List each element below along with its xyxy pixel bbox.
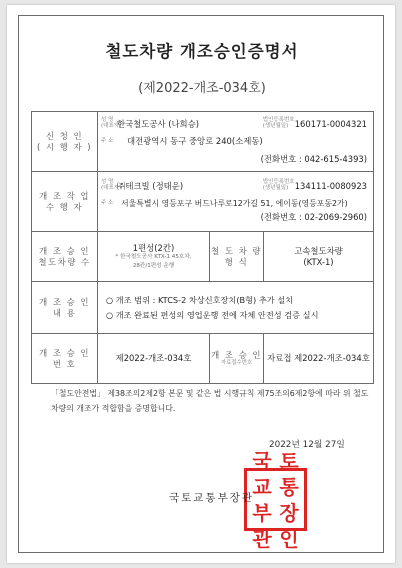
seal-glyph: 관 (252, 526, 272, 551)
content-row (32, 282, 374, 334)
contractor-info-cell (98, 172, 374, 232)
approval-ref-value: 자료접 제2022-개조-034호 (264, 334, 374, 384)
applicant-address-key: 주 소 (101, 137, 114, 144)
approval-row (32, 334, 374, 384)
certification-statement: 「철도안전법」 제38조의2제2항 본문 및 같은 법 시행규칙 제75조의6제2항에 따라 위 철도차량의 개조가 적합함을 증명합니다. (51, 389, 369, 414)
certificate-table (31, 111, 374, 384)
contractor-label-cell (32, 172, 98, 232)
vehicle-count-label-cell (32, 232, 98, 282)
vehicle-row (32, 232, 374, 282)
vehicle-type-label-sub: 형 식 (224, 256, 249, 267)
vehicle-count: 1편성(2칸) (132, 242, 175, 253)
applicant-label: 신 청 인 (45, 131, 84, 141)
applicant-label-cell (32, 112, 98, 172)
applicant-reg-number: 160171-0004321 (294, 118, 367, 129)
content-label-sub: 내 용 (52, 307, 77, 318)
content-items-cell (98, 282, 374, 334)
vehicle-count-cell (98, 232, 210, 282)
applicant-phone: (전화번호 : 042-615-4393) (260, 154, 367, 165)
approval-number-label: 개 조 승 인 (39, 348, 90, 358)
vehicle-count-label: 개 조 승 인 (39, 246, 90, 256)
vehicle-count-label-sub: 철도차량 수 (38, 256, 91, 267)
contractor-row (32, 172, 374, 232)
vehicle-type-value: 고속철도차량 (KTX-1) (264, 232, 374, 282)
certificate-page (7, 5, 395, 563)
certificate-number: (제2022-개조-034호) (138, 81, 266, 96)
contractor-phone: (전화번호 : 02-2069-2960) (260, 212, 367, 223)
contractor-name-key: 성 명 (대표자) (101, 178, 122, 191)
content-item: ○ 개조 범위 : KTCS-2 차상신호장치(B형) 추가 설치 (106, 295, 294, 306)
seal-glyph: 장 (279, 500, 299, 525)
content-label-cell (32, 282, 98, 334)
contractor-address: 서울특별시 영등포구 버드나루로12가길 51, 에이동(영등포동2가) (121, 198, 348, 208)
seal-glyph: 교 (252, 474, 272, 499)
seal-glyph: 인 (279, 526, 299, 551)
approval-ref-label-sub: 자료접수번호 (220, 360, 253, 367)
vehicle-type-label-cell (210, 232, 264, 282)
applicant-address: 대전광역시 동구 중앙로 240(소제동) (127, 136, 263, 147)
contractor-name: ㈜테크빌 (정태운) (117, 180, 184, 191)
contractor-address-key: 주 소 (101, 199, 114, 206)
approval-ref-label-cell (210, 334, 264, 384)
vehicle-note: * 한국철도공사 KTX-1 45호차, 28칸/1편성 운행 (115, 254, 192, 269)
applicant-label-sub: ( 시 행 자 ) (37, 141, 92, 152)
contractor-label-sub: 수 행 자 (45, 201, 84, 212)
applicant-info-cell (98, 112, 374, 172)
seal-glyph: 국 (252, 448, 272, 473)
approval-number-label-sub: 번 호 (52, 358, 77, 369)
contractor-reg-key: 법인등록번호 (생년월일) (262, 178, 295, 191)
seal-glyph: 부 (252, 500, 272, 525)
certificate-frame (18, 15, 384, 553)
applicant-reg-key: 법인등록번호 (생년월일) (262, 116, 295, 129)
applicant-name-key: 성 명 (대표자) (101, 116, 122, 129)
approval-ref-label: 개 조 승 인 (211, 349, 262, 360)
seal-glyph: 통 (279, 474, 299, 499)
approval-number-label-cell (32, 334, 98, 384)
approval-number: 제2022-개조-034호 (98, 334, 210, 384)
vehicle-type-label: 철 도 차 량 (211, 246, 262, 256)
issuer-name: 국토교통부장관 (169, 492, 255, 504)
certificate-title: 철도차량 개조승인증명서 (105, 42, 299, 61)
applicant-row (32, 112, 374, 172)
issue-date: 2022년 12월 27일 (269, 440, 345, 450)
seal-glyph: 토 (279, 448, 299, 473)
contractor-reg-number: 134111-0080923 (294, 180, 367, 191)
content-item: ○ 개조 완료된 편성의 영업운행 전에 자체 안전성 검증 실시 (106, 309, 319, 320)
content-label: 개 조 승 인 (39, 297, 90, 307)
applicant-name: 한국철도공사 (나희승) (117, 118, 200, 129)
contractor-label: 개 조 작 업 (39, 191, 90, 201)
